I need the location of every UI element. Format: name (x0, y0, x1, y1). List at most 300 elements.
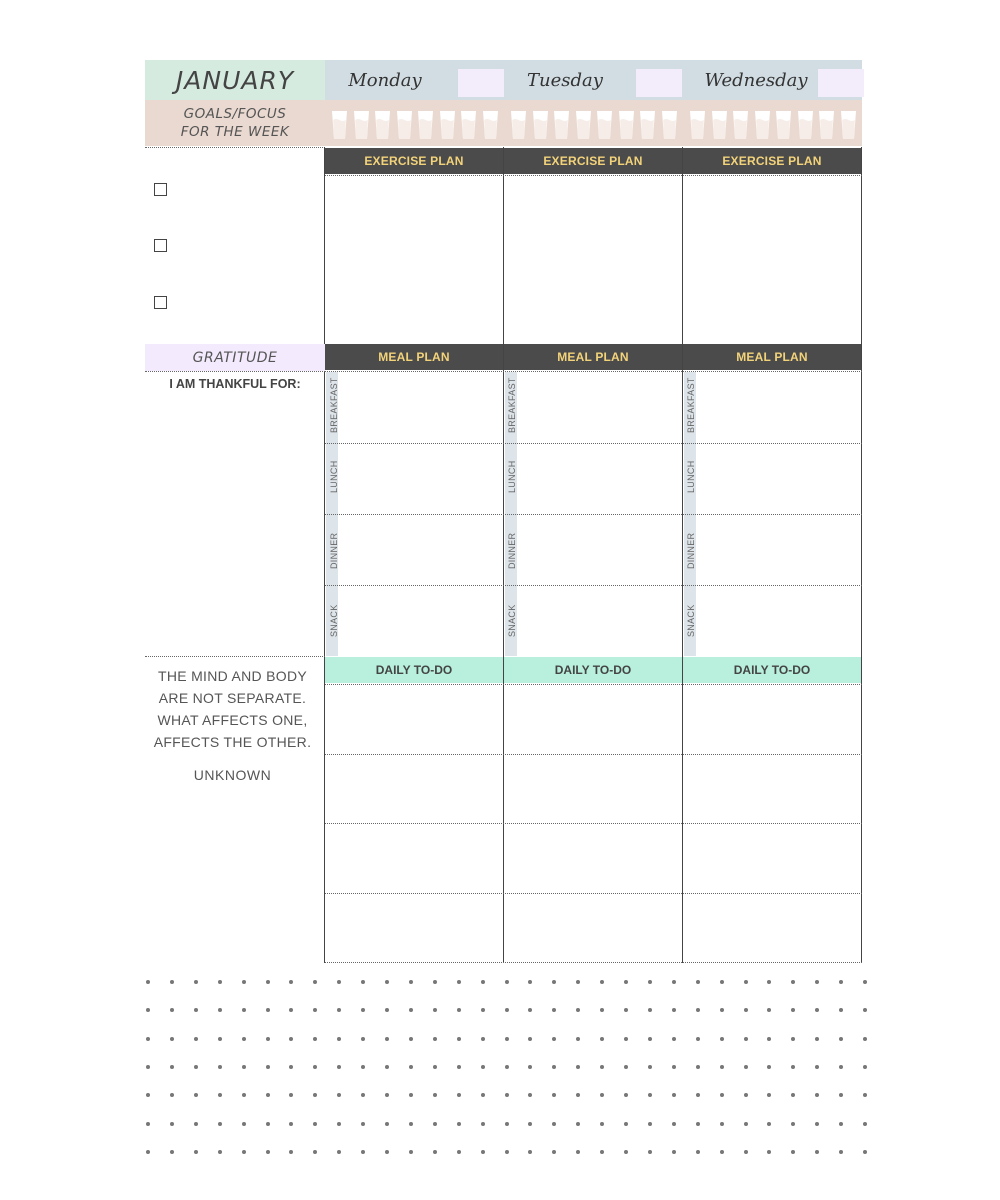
grid-dot (744, 1150, 748, 1154)
grid-dot (194, 1065, 198, 1069)
grid-dot (696, 1122, 700, 1126)
column-line (861, 147, 862, 963)
grid-dot (839, 1065, 843, 1069)
meal-label-breakfast: BREAKFAST (329, 377, 339, 433)
grid-dot (170, 1122, 174, 1126)
divider (325, 371, 862, 372)
goal-checkbox-3[interactable] (154, 296, 167, 309)
grid-dot (361, 1065, 365, 1069)
grid-dot (552, 980, 556, 984)
grid-dot (433, 1150, 437, 1154)
grid-dot (576, 1150, 580, 1154)
grid-dot (744, 1037, 748, 1041)
grid-dot (146, 1037, 150, 1041)
grid-dot (791, 1122, 795, 1126)
thankful-prompt: I AM THANKFUL FOR: (169, 377, 301, 391)
grid-dot (767, 1093, 771, 1097)
grid-dot (744, 980, 748, 984)
grid-dot (767, 1065, 771, 1069)
grid-dot (433, 1122, 437, 1126)
grid-dot (194, 1037, 198, 1041)
grid-dot (624, 1065, 628, 1069)
water-glass-icon[interactable] (575, 110, 592, 140)
grid-dot (744, 1008, 748, 1012)
grid-dot (146, 1008, 150, 1012)
water-glass-icon[interactable] (374, 110, 391, 140)
grid-dot (505, 1037, 509, 1041)
grid-dot (505, 1093, 509, 1097)
grid-dot (385, 1065, 389, 1069)
grid-dot (576, 1093, 580, 1097)
daily-todo-header-wednesday: DAILY TO-DO (683, 657, 861, 683)
grid-dot (767, 1150, 771, 1154)
grid-dot (289, 1093, 293, 1097)
grid-dot (194, 1093, 198, 1097)
grid-dot (505, 1150, 509, 1154)
goal-checkbox-1[interactable] (154, 183, 167, 196)
column-line (503, 147, 504, 963)
grid-dot (552, 1037, 556, 1041)
grid-dot (720, 1093, 724, 1097)
grid-dot (600, 1037, 604, 1041)
gratitude-title: GRATITUDE (145, 344, 325, 371)
grid-dot (672, 1150, 676, 1154)
grid-dot (720, 1122, 724, 1126)
grid-dot (361, 980, 365, 984)
daily-todo-header-tuesday: DAILY TO-DO (504, 657, 682, 683)
date-box-monday[interactable] (458, 69, 504, 97)
grid-dot (672, 1122, 676, 1126)
grid-dot (672, 1065, 676, 1069)
goal-checkbox-2[interactable] (154, 239, 167, 252)
quote-line: AFFECTS THE OTHER. (153, 734, 312, 750)
goals-line-1: GOALS/FOCUS (183, 106, 287, 122)
grid-dot (409, 1037, 413, 1041)
grid-dot (696, 1065, 700, 1069)
quote-line: THE MIND AND BODY (157, 668, 307, 684)
grid-dot (313, 1122, 317, 1126)
divider (325, 175, 862, 176)
water-glass-icon[interactable] (711, 110, 728, 140)
grid-dot (337, 980, 341, 984)
grid-dot (266, 1008, 270, 1012)
grid-dot (528, 1008, 532, 1012)
grid-dot (266, 1122, 270, 1126)
grid-dot (576, 1122, 580, 1126)
grid-dot (146, 1065, 150, 1069)
grid-dot (576, 1008, 580, 1012)
divider (145, 371, 325, 372)
grid-dot (600, 980, 604, 984)
grid-dot (672, 980, 676, 984)
grid-dot (863, 1008, 867, 1012)
grid-dot (361, 1150, 365, 1154)
water-glass-icon[interactable] (482, 110, 499, 140)
day-name-monday: Monday (348, 69, 422, 91)
water-glass-icon[interactable] (775, 110, 792, 140)
grid-dot (313, 980, 317, 984)
grid-dot (313, 1037, 317, 1041)
grid-dot (552, 1008, 556, 1012)
quote-line: WHAT AFFECTS ONE, (157, 712, 308, 728)
grid-dot (194, 980, 198, 984)
grid-dot (791, 1150, 795, 1154)
grid-dot (289, 1065, 293, 1069)
grid-dot (242, 1065, 246, 1069)
grid-dot (337, 1008, 341, 1012)
grid-dot (337, 1093, 341, 1097)
exercise-plan-header-wednesday: EXERCISE PLAN (683, 148, 861, 174)
water-glass-icon[interactable] (460, 110, 477, 140)
water-glass-icon[interactable] (689, 110, 706, 140)
grid-dot (791, 980, 795, 984)
grid-dot (170, 1065, 174, 1069)
water-glass-icon[interactable] (639, 110, 656, 140)
water-glass-icon[interactable] (510, 110, 527, 140)
water-glass-icon[interactable] (797, 110, 814, 140)
grid-dot (528, 980, 532, 984)
meal-label-snack: SNACK (507, 604, 517, 637)
grid-dot (576, 1065, 580, 1069)
grid-dot (361, 1093, 365, 1097)
water-glass-icon[interactable] (417, 110, 434, 140)
grid-dot (242, 1008, 246, 1012)
grid-dot (839, 1150, 843, 1154)
grid-dot (648, 1093, 652, 1097)
grid-dot (457, 1037, 461, 1041)
water-glass-icon[interactable] (439, 110, 456, 140)
grid-dot (409, 1122, 413, 1126)
grid-dot (457, 1093, 461, 1097)
grid-dot (385, 1093, 389, 1097)
grid-dot (696, 980, 700, 984)
grid-dot (242, 980, 246, 984)
meal-label-breakfast: BREAKFAST (686, 377, 696, 433)
column-line (682, 147, 683, 963)
grid-dot (720, 1065, 724, 1069)
grid-dot (648, 1008, 652, 1012)
grid-dot (242, 1093, 246, 1097)
divider (325, 514, 862, 515)
column-line (324, 147, 325, 963)
grid-dot (481, 1122, 485, 1126)
grid-dot (720, 1037, 724, 1041)
grid-dot (361, 1122, 365, 1126)
grid-dot (170, 980, 174, 984)
grid-dot (552, 1150, 556, 1154)
water-glass-icon[interactable] (596, 110, 613, 140)
divider (325, 443, 862, 444)
grid-dot (409, 1093, 413, 1097)
meal-label-dinner: DINNER (507, 532, 517, 569)
grid-dot (839, 1093, 843, 1097)
water-glass-icon[interactable] (754, 110, 771, 140)
grid-dot (696, 1008, 700, 1012)
grid-dot (266, 1150, 270, 1154)
grid-dot (528, 1122, 532, 1126)
grid-dot (600, 1093, 604, 1097)
exercise-plan-header-monday: EXERCISE PLAN (325, 148, 503, 174)
grid-dot (600, 1122, 604, 1126)
grid-dot (528, 1150, 532, 1154)
grid-dot (242, 1150, 246, 1154)
grid-dot (767, 1037, 771, 1041)
grid-dot (648, 980, 652, 984)
grid-dot (266, 1065, 270, 1069)
grid-dot (863, 980, 867, 984)
grid-dot (289, 1150, 293, 1154)
water-glass-icon[interactable] (396, 110, 413, 140)
grid-dot (313, 1150, 317, 1154)
water-glass-icon[interactable] (732, 110, 749, 140)
todo-row-divider (325, 893, 862, 894)
grid-dot (218, 1065, 222, 1069)
water-glass-icon[interactable] (618, 110, 635, 140)
meal-label-dinner: DINNER (329, 532, 339, 569)
grid-dot (624, 1122, 628, 1126)
grid-dot (194, 1122, 198, 1126)
grid-dot (457, 1008, 461, 1012)
exercise-plan-area-monday[interactable] (326, 177, 502, 343)
grid-dot (767, 980, 771, 984)
grid-dot (791, 1093, 795, 1097)
meal-plan-header-wednesday: MEAL PLAN (683, 344, 861, 370)
grid-dot (218, 1122, 222, 1126)
grid-dot (648, 1150, 652, 1154)
grid-dot (457, 1065, 461, 1069)
grid-dot (433, 1093, 437, 1097)
grid-dot (672, 1093, 676, 1097)
grid-dot (528, 1065, 532, 1069)
grid-dot (839, 1037, 843, 1041)
grid-dot (481, 1093, 485, 1097)
water-glass-icon[interactable] (840, 110, 857, 140)
grid-dot (696, 1093, 700, 1097)
grid-dot (791, 1065, 795, 1069)
grid-dot (218, 1150, 222, 1154)
grid-dot (600, 1065, 604, 1069)
grid-dot (600, 1008, 604, 1012)
grid-dot (648, 1122, 652, 1126)
grid-dot (815, 1150, 819, 1154)
grid-dot (720, 1150, 724, 1154)
grid-dot (624, 1037, 628, 1041)
grid-dot (767, 1008, 771, 1012)
grid-dot (457, 1150, 461, 1154)
goals-focus-label (145, 100, 325, 146)
meal-label-lunch: LUNCH (329, 460, 339, 493)
grid-dot (194, 1008, 198, 1012)
grid-dot (720, 980, 724, 984)
grid-dot (648, 1037, 652, 1041)
grid-dot (744, 1093, 748, 1097)
grid-dot (720, 1008, 724, 1012)
grid-dot (481, 980, 485, 984)
water-glass-icon[interactable] (532, 110, 549, 140)
grid-dot (600, 1150, 604, 1154)
grid-dot (672, 1037, 676, 1041)
grid-dot (815, 980, 819, 984)
grid-dot (815, 1037, 819, 1041)
grid-dot (624, 1150, 628, 1154)
grid-dot (696, 1150, 700, 1154)
grid-dot (815, 1093, 819, 1097)
grid-dot (385, 1122, 389, 1126)
grid-dot (552, 1065, 556, 1069)
grid-dot (218, 1093, 222, 1097)
goals-line-2: FOR THE WEEK (180, 124, 290, 140)
grid-dot (433, 980, 437, 984)
grid-dot (313, 1008, 317, 1012)
meal-plan-header-monday: MEAL PLAN (325, 344, 503, 370)
grid-dot (385, 980, 389, 984)
grid-dot (361, 1037, 365, 1041)
grid-dot (170, 1093, 174, 1097)
grid-dot (744, 1122, 748, 1126)
grid-dot (815, 1065, 819, 1069)
grid-dot (337, 1065, 341, 1069)
grid-dot (337, 1037, 341, 1041)
quote-text (145, 665, 320, 753)
grid-dot (218, 1008, 222, 1012)
grid-dot (576, 1037, 580, 1041)
grid-dot (863, 1122, 867, 1126)
grid-dot (337, 1122, 341, 1126)
grid-dot (409, 1008, 413, 1012)
grid-dot (624, 1093, 628, 1097)
grid-dot (266, 1037, 270, 1041)
grid-dot (481, 1008, 485, 1012)
grid-dot (289, 1037, 293, 1041)
grid-dot (791, 1037, 795, 1041)
todo-row-divider (325, 962, 862, 963)
grid-dot (552, 1093, 556, 1097)
grid-dot (839, 1008, 843, 1012)
grid-dot (433, 1065, 437, 1069)
water-glass-icon[interactable] (331, 110, 348, 140)
meal-label-snack: SNACK (329, 604, 339, 637)
date-box-wednesday[interactable] (818, 69, 864, 97)
grid-dot (313, 1065, 317, 1069)
water-glass-icon[interactable] (353, 110, 370, 140)
meal-label-breakfast: BREAKFAST (507, 377, 517, 433)
grid-dot (528, 1093, 532, 1097)
grid-dot (481, 1037, 485, 1041)
grid-dot (863, 1150, 867, 1154)
grid-dot (481, 1065, 485, 1069)
grid-dot (409, 1065, 413, 1069)
grid-dot (409, 980, 413, 984)
grid-dot (409, 1150, 413, 1154)
grid-dot (505, 1122, 509, 1126)
grid-dot (170, 1008, 174, 1012)
grid-dot (672, 1008, 676, 1012)
quote-author: UNKNOWN (193, 767, 272, 783)
grid-dot (624, 1008, 628, 1012)
meal-label-lunch: LUNCH (686, 460, 696, 493)
date-box-tuesday[interactable] (636, 69, 682, 97)
grid-dot (505, 1065, 509, 1069)
month-title: JANUARY (145, 60, 325, 100)
grid-dot (433, 1037, 437, 1041)
grid-dot (361, 1008, 365, 1012)
grid-dot (505, 1008, 509, 1012)
grid-dot (457, 1122, 461, 1126)
grid-dot (385, 1150, 389, 1154)
grid-dot (313, 1093, 317, 1097)
divider (145, 656, 325, 657)
grid-dot (242, 1122, 246, 1126)
quote-line: ARE NOT SEPARATE. (158, 690, 307, 706)
grid-dot (863, 1037, 867, 1041)
grid-dot (266, 980, 270, 984)
grid-dot (218, 980, 222, 984)
meal-plan-header-tuesday: MEAL PLAN (504, 344, 682, 370)
grid-dot (337, 1150, 341, 1154)
grid-dot (194, 1150, 198, 1154)
grid-dot (839, 1122, 843, 1126)
exercise-plan-header-tuesday: EXERCISE PLAN (504, 148, 682, 174)
grid-dot (289, 1008, 293, 1012)
grid-dot (624, 980, 628, 984)
grid-dot (839, 980, 843, 984)
grid-dot (863, 1093, 867, 1097)
grid-dot (457, 980, 461, 984)
grid-dot (481, 1150, 485, 1154)
grid-dot (170, 1037, 174, 1041)
grid-dot (146, 980, 150, 984)
grid-dot (289, 1122, 293, 1126)
day-name-tuesday: Tuesday (527, 69, 603, 91)
grid-dot (146, 1122, 150, 1126)
divider (325, 684, 862, 685)
grid-dot (791, 1008, 795, 1012)
exercise-plan-area-wednesday[interactable] (684, 177, 860, 343)
meal-label-snack: SNACK (686, 604, 696, 637)
grid-dot (289, 980, 293, 984)
grid-dot (576, 980, 580, 984)
grid-dot (242, 1037, 246, 1041)
daily-todo-header-monday: DAILY TO-DO (325, 657, 503, 683)
grid-dot (505, 980, 509, 984)
grid-dot (815, 1008, 819, 1012)
grid-dot (433, 1008, 437, 1012)
water-glass-icon[interactable] (661, 110, 678, 140)
todo-row-divider (325, 754, 862, 755)
divider (325, 585, 862, 586)
todo-row-divider (325, 823, 862, 824)
water-glass-icon[interactable] (553, 110, 570, 140)
water-glass-icon[interactable] (818, 110, 835, 140)
divider (145, 147, 325, 148)
grid-dot (385, 1037, 389, 1041)
grid-dot (146, 1150, 150, 1154)
grid-dot (767, 1122, 771, 1126)
meal-label-dinner: DINNER (686, 532, 696, 569)
grid-dot (146, 1093, 150, 1097)
grid-dot (266, 1093, 270, 1097)
grid-dot (863, 1065, 867, 1069)
grid-dot (744, 1065, 748, 1069)
day-name-wednesday: Wednesday (704, 69, 808, 91)
meal-label-lunch: LUNCH (507, 460, 517, 493)
grid-dot (528, 1037, 532, 1041)
grid-dot (648, 1065, 652, 1069)
grid-dot (218, 1037, 222, 1041)
exercise-plan-area-tuesday[interactable] (505, 177, 681, 343)
grid-dot (385, 1008, 389, 1012)
grid-dot (815, 1122, 819, 1126)
